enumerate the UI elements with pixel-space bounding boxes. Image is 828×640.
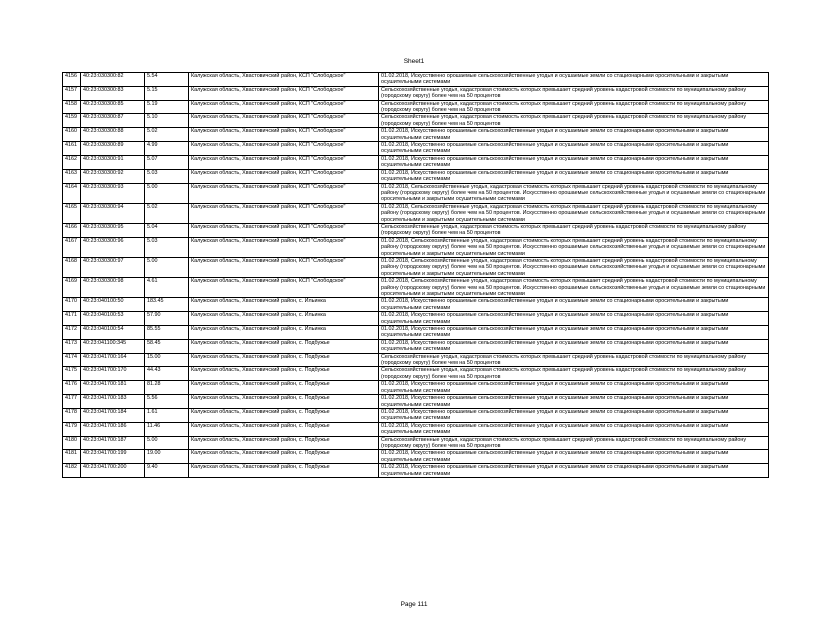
area-cell: 5.03 bbox=[145, 169, 189, 183]
cadastral-number-cell: 40:23:030300:98 bbox=[81, 278, 145, 298]
description-cell: 01.02.2018, Искусственно орошаемые сельскохозяйственные угодья и осушаемые земли со стационарными оросительными и закрытыми осушительными системами bbox=[379, 326, 769, 340]
cadastral-number-cell: 40:23:030300:93 bbox=[81, 183, 145, 203]
table-row bbox=[63, 450, 769, 464]
table-row bbox=[63, 169, 769, 183]
row-number-cell: 4182 bbox=[63, 464, 81, 478]
cadastral-number-cell: 40:23:030300:82 bbox=[81, 73, 145, 87]
table-row bbox=[63, 203, 769, 223]
description-cell: Сельскохозяйственные угодья, кадастровая стоимость которых превышает средний уровень кадастровой стоимости по муниципальному району (городскому округу) более чем на 50 процентов bbox=[379, 353, 769, 367]
cadastral-number-cell: 40:23:041700:183 bbox=[81, 395, 145, 409]
description-cell: 01.02.2018, Сельскохозяйственные угодья, кадастровая стоимость которых превышает средний уровень кадастровой стоимости по муниципальному району (городскому округу) более чем на 50 процентов. Искусственно орошаемые сельскохозяйственные угодья и осушаемые земли со стационарными оросительными и закрытыми осушительными системами bbox=[379, 257, 769, 277]
address-cell: Калужская область, Хвастовичский район, КСП "Слободское" bbox=[189, 257, 379, 277]
table-row bbox=[63, 142, 769, 156]
area-cell: 5.03 bbox=[145, 237, 189, 257]
cadastral-number-cell: 40:23:041700:164 bbox=[81, 353, 145, 367]
table-row bbox=[63, 312, 769, 326]
cadastral-number-cell: 40:23:030300:89 bbox=[81, 142, 145, 156]
row-number-cell: 4174 bbox=[63, 353, 81, 367]
row-number-cell: 4161 bbox=[63, 142, 81, 156]
row-number-cell: 4166 bbox=[63, 223, 81, 237]
row-number-cell: 4175 bbox=[63, 367, 81, 381]
cadastral-number-cell: 40:23:041700:181 bbox=[81, 381, 145, 395]
area-cell: 5.02 bbox=[145, 128, 189, 142]
table-row bbox=[63, 464, 769, 478]
table-row bbox=[63, 353, 769, 367]
description-cell: 01.02.2018, Искусственно орошаемые сельскохозяйственные угодья и осушаемые земли со стационарными оросительными и закрытыми осушительными системами bbox=[379, 339, 769, 353]
area-cell: 5.00 bbox=[145, 436, 189, 450]
cadastral-number-cell: 40:23:030300:91 bbox=[81, 155, 145, 169]
area-cell: 5.04 bbox=[145, 223, 189, 237]
row-number-cell: 4158 bbox=[63, 100, 81, 114]
table-row bbox=[63, 367, 769, 381]
area-cell: 44.43 bbox=[145, 367, 189, 381]
area-cell: 5.07 bbox=[145, 155, 189, 169]
address-cell: Калужская область, Хвастовичский район, КСП "Слободское" bbox=[189, 223, 379, 237]
area-cell: 58.45 bbox=[145, 339, 189, 353]
table-row bbox=[63, 422, 769, 436]
cadastral-number-cell: 40:23:030300:88 bbox=[81, 128, 145, 142]
cadastral-number-cell: 40:23:030300:94 bbox=[81, 203, 145, 223]
table-row bbox=[63, 257, 769, 277]
cadastral-number-cell: 40:23:030300:96 bbox=[81, 237, 145, 257]
row-number-cell: 4160 bbox=[63, 128, 81, 142]
table-body bbox=[63, 73, 769, 478]
cadastral-number-cell: 40:23:030300:83 bbox=[81, 86, 145, 100]
table-row bbox=[63, 436, 769, 450]
description-cell: 01.02.2018, Искусственно орошаемые сельскохозяйственные угодья и осушаемые земли со стационарными оросительными и закрытыми осушительными системами bbox=[379, 422, 769, 436]
land-parcel-table bbox=[62, 72, 769, 478]
address-cell: Калужская область, Хвастовичский район, КСП "Слободское" bbox=[189, 155, 379, 169]
row-number-cell: 4167 bbox=[63, 237, 81, 257]
area-cell: 4.61 bbox=[145, 278, 189, 298]
table-row bbox=[63, 395, 769, 409]
row-number-cell: 4157 bbox=[63, 86, 81, 100]
address-cell: Калужская область, Хвастовичский район, КСП "Слободское" bbox=[189, 203, 379, 223]
row-number-cell: 4159 bbox=[63, 114, 81, 128]
cadastral-number-cell: 40:23:040100:54 bbox=[81, 326, 145, 340]
cadastral-number-cell: 40:23:041100:345 bbox=[81, 339, 145, 353]
cadastral-number-cell: 40:23:030300:87 bbox=[81, 114, 145, 128]
cadastral-number-cell: 40:23:040100:50 bbox=[81, 298, 145, 312]
cadastral-number-cell: 40:23:030300:95 bbox=[81, 223, 145, 237]
area-cell: 9.40 bbox=[145, 464, 189, 478]
row-number-cell: 4164 bbox=[63, 183, 81, 203]
description-cell: 01.02.2018, Сельскохозяйственные угодья, кадастровая стоимость которых превышает средний уровень кадастровой стоимости по муниципальному району (городскому округу) более чем на 50 процентов. Искусственно орошаемые сельскохозяйственные угодья и осушаемые земли со стационарными оросительными и закрытыми осушительными системами bbox=[379, 278, 769, 298]
description-cell: 01.02.2018, Искусственно орошаемые сельскохозяйственные угодья и осушаемые земли со стационарными оросительными и закрытыми осушительными системами bbox=[379, 298, 769, 312]
area-cell: 5.54 bbox=[145, 73, 189, 87]
table-row bbox=[63, 326, 769, 340]
address-cell: Калужская область, Хвастовичский район, КСП "Слободское" bbox=[189, 237, 379, 257]
description-cell: 01.02.2018, Сельскохозяйственные угодья, кадастровая стоимость которых превышает средний уровень кадастровой стоимости по муниципальному району (городскому округу) более чем на 50 процентов. Искусственно орошаемые сельскохозяйственные угодья и осушаемые земли со стационарными оросительными и закрытыми осушительными системами bbox=[379, 203, 769, 223]
table-row bbox=[63, 114, 769, 128]
table-row bbox=[63, 223, 769, 237]
cadastral-number-cell: 40:23:041700:199 bbox=[81, 450, 145, 464]
address-cell: Калужская область, Хвастовичский район, КСП "Слободское" bbox=[189, 100, 379, 114]
row-number-cell: 4171 bbox=[63, 312, 81, 326]
table-row bbox=[63, 155, 769, 169]
address-cell: Калужская область, Хвастовичский район, КСП "Слободское" bbox=[189, 128, 379, 142]
row-number-cell: 4170 bbox=[63, 298, 81, 312]
address-cell: Калужская область, Хвастовичский район, КСП "Слободское" bbox=[189, 142, 379, 156]
table-row bbox=[63, 183, 769, 203]
row-number-cell: 4169 bbox=[63, 278, 81, 298]
table-row bbox=[63, 278, 769, 298]
address-cell: Калужская область, Хвастовичский район, с. Ильинка bbox=[189, 312, 379, 326]
table-row bbox=[63, 408, 769, 422]
table-row bbox=[63, 237, 769, 257]
address-cell: Калужская область, Хвастовичский район, с. Подбужье bbox=[189, 381, 379, 395]
description-cell: 01.02.2018, Искусственно орошаемые сельскохозяйственные угодья и осушаемые земли со стационарными оросительными и закрытыми осушительными системами bbox=[379, 128, 769, 142]
area-cell: 4.99 bbox=[145, 142, 189, 156]
address-cell: Калужская область, Хвастовичский район, КСП "Слободское" bbox=[189, 86, 379, 100]
area-cell: 85.55 bbox=[145, 326, 189, 340]
address-cell: Калужская область, Хвастовичский район, с. Подбужье bbox=[189, 353, 379, 367]
area-cell: 19.00 bbox=[145, 450, 189, 464]
row-number-cell: 4180 bbox=[63, 436, 81, 450]
area-cell: 15.00 bbox=[145, 353, 189, 367]
area-cell: 81.28 bbox=[145, 381, 189, 395]
description-cell: 01.02.2018, Искусственно орошаемые сельскохозяйственные угодья и осушаемые земли со стационарными оросительными и закрытыми осушительными системами bbox=[379, 312, 769, 326]
address-cell: Калужская область, Хвастовичский район, с. Подбужье bbox=[189, 408, 379, 422]
description-cell: 01.02.2018, Искусственно орошаемые сельскохозяйственные угодья и осушаемые земли со стационарными оросительными и закрытыми осушительными системами bbox=[379, 395, 769, 409]
description-cell: Сельскохозяйственные угодья, кадастровая стоимость которых превышает средний уровень кадастровой стоимости по муниципальному району (городскому округу) более чем на 50 процентов bbox=[379, 114, 769, 128]
row-number-cell: 4178 bbox=[63, 408, 81, 422]
address-cell: Калужская область, Хвастовичский район, с. Ильинка bbox=[189, 298, 379, 312]
address-cell: Калужская область, Хвастовичский район, с. Подбужье bbox=[189, 464, 379, 478]
row-number-cell: 4165 bbox=[63, 203, 81, 223]
description-cell: Сельскохозяйственные угодья, кадастровая стоимость которых превышает средний уровень кадастровой стоимости по муниципальному району (городскому округу) более чем на 50 процентов bbox=[379, 367, 769, 381]
area-cell: 5.19 bbox=[145, 100, 189, 114]
row-number-cell: 4179 bbox=[63, 422, 81, 436]
description-cell: 01.02.2018, Искусственно орошаемые сельскохозяйственные угодья и осушаемые земли со стационарными оросительными и закрытыми осушительными системами bbox=[379, 155, 769, 169]
description-cell: 01.02.2018, Сельскохозяйственные угодья, кадастровая стоимость которых превышает средний уровень кадастровой стоимости по муниципальному району (городскому округу) более чем на 50 процентов. Искусственно орошаемые сельскохозяйственные угодья и осушаемые земли со стационарными оросительными и закрытыми осушительными системами bbox=[379, 237, 769, 257]
address-cell: Калужская область, Хвастовичский район, КСП "Слободское" bbox=[189, 114, 379, 128]
description-cell: 01.02.2018, Искусственно орошаемые сельскохозяйственные угодья и осушаемые земли со стационарными оросительными и закрытыми осушительными системами bbox=[379, 169, 769, 183]
area-cell: 57.90 bbox=[145, 312, 189, 326]
table-row bbox=[63, 298, 769, 312]
row-number-cell: 4172 bbox=[63, 326, 81, 340]
address-cell: Калужская область, Хвастовичский район, с. Подбужье bbox=[189, 395, 379, 409]
description-cell: 01.02.2018, Искусственно орошаемые сельскохозяйственные угодья и осушаемые земли со стационарными оросительными и закрытыми осушительными системами bbox=[379, 381, 769, 395]
row-number-cell: 4173 bbox=[63, 339, 81, 353]
table-row bbox=[63, 86, 769, 100]
description-cell: 01.02.2018, Сельскохозяйственные угодья, кадастровая стоимость которых превышает средний уровень кадастровой стоимости по муниципальному району (городскому округу) более чем на 50 процентов. Искусственно орошаемые сельскохозяйственные угодья и осушаемые земли со стационарными оросительными и закрытыми осушительными системами bbox=[379, 183, 769, 203]
sheet-title: Sheet1 bbox=[403, 58, 425, 65]
area-cell: 11.46 bbox=[145, 422, 189, 436]
cadastral-number-cell: 40:23:041700:200 bbox=[81, 464, 145, 478]
address-cell: Калужская область, Хвастовичский район, с. Подбужье bbox=[189, 422, 379, 436]
area-cell: 5.00 bbox=[145, 257, 189, 277]
address-cell: Калужская область, Хвастовичский район, КСП "Слободское" bbox=[189, 183, 379, 203]
description-cell: 01.02.2018, Искусственно орошаемые сельскохозяйственные угодья и осушаемые земли со стационарными оросительными и закрытыми осушительными системами bbox=[379, 464, 769, 478]
row-number-cell: 4156 bbox=[63, 73, 81, 87]
description-cell: 01.02.2018, Искусственно орошаемые сельскохозяйственные угодья и осушаемые земли со стационарными оросительными и закрытыми осушительными системами bbox=[379, 73, 769, 87]
area-cell: 5.15 bbox=[145, 86, 189, 100]
area-cell: 5.00 bbox=[145, 183, 189, 203]
description-cell: 01.02.2018, Искусственно орошаемые сельскохозяйственные угодья и осушаемые земли со стационарными оросительными и закрытыми осушительными системами bbox=[379, 142, 769, 156]
area-cell: 5.02 bbox=[145, 203, 189, 223]
table-row bbox=[63, 381, 769, 395]
description-cell: 01.02.2018, Искусственно орошаемые сельскохозяйственные угодья и осушаемые земли со стационарными оросительными и закрытыми осушительными системами bbox=[379, 408, 769, 422]
cadastral-number-cell: 40:23:041700:170 bbox=[81, 367, 145, 381]
address-cell: Калужская область, Хвастовичский район, с. Подбужье bbox=[189, 367, 379, 381]
row-number-cell: 4181 bbox=[63, 450, 81, 464]
description-cell: 01.02.2018, Искусственно орошаемые сельскохозяйственные угодья и осушаемые земли со стационарными оросительными и закрытыми осушительными системами bbox=[379, 450, 769, 464]
description-cell: Сельскохозяйственные угодья, кадастровая стоимость которых превышает средний уровень кадастровой стоимости по муниципальному району (городскому округу) более чем на 50 процентов bbox=[379, 436, 769, 450]
cadastral-number-cell: 40:23:041700:186 bbox=[81, 422, 145, 436]
table-row bbox=[63, 73, 769, 87]
address-cell: Калужская область, Хвастовичский район, с. Подбужье bbox=[189, 450, 379, 464]
table-row bbox=[63, 100, 769, 114]
address-cell: Калужская область, Хвастовичский район, КСП "Слободское" bbox=[189, 278, 379, 298]
row-number-cell: 4163 bbox=[63, 169, 81, 183]
row-number-cell: 4168 bbox=[63, 257, 81, 277]
description-cell: Сельскохозяйственные угодья, кадастровая стоимость которых превышает средний уровень кадастровой стоимости по муниципальному району (городскому округу) более чем на 50 процентов bbox=[379, 100, 769, 114]
address-cell: Калужская область, Хвастовичский район, с. Подбужье bbox=[189, 339, 379, 353]
address-cell: Калужская область, Хвастовичский район, КСП "Слободское" bbox=[189, 169, 379, 183]
table-row bbox=[63, 128, 769, 142]
cadastral-number-cell: 40:23:030300:85 bbox=[81, 100, 145, 114]
area-cell: 5.56 bbox=[145, 395, 189, 409]
cadastral-number-cell: 40:23:041700:184 bbox=[81, 408, 145, 422]
cadastral-number-cell: 40:23:030300:97 bbox=[81, 257, 145, 277]
description-cell: Сельскохозяйственные угодья, кадастровая стоимость которых превышает средний уровень кадастровой стоимости по муниципальному району (городскому округу) более чем на 50 процентов bbox=[379, 86, 769, 100]
row-number-cell: 4176 bbox=[63, 381, 81, 395]
area-cell: 1.61 bbox=[145, 408, 189, 422]
description-cell: Сельскохозяйственные угодья, кадастровая стоимость которых превышает средний уровень кадастровой стоимости по муниципальному району (городскому округу) более чем на 50 процентов bbox=[379, 223, 769, 237]
address-cell: Калужская область, Хвастовичский район, КСП "Слободское" bbox=[189, 73, 379, 87]
address-cell: Калужская область, Хвастовичский район, с. Подбужье bbox=[189, 436, 379, 450]
cadastral-number-cell: 40:23:041700:187 bbox=[81, 436, 145, 450]
cadastral-number-cell: 40:23:040100:53 bbox=[81, 312, 145, 326]
cadastral-number-cell: 40:23:030300:92 bbox=[81, 169, 145, 183]
table-row bbox=[63, 339, 769, 353]
area-cell: 183.45 bbox=[145, 298, 189, 312]
row-number-cell: 4162 bbox=[63, 155, 81, 169]
row-number-cell: 4177 bbox=[63, 395, 81, 409]
area-cell: 5.10 bbox=[145, 114, 189, 128]
address-cell: Калужская область, Хвастовичский район, с. Ильинка bbox=[189, 326, 379, 340]
page-number: Page 111 bbox=[400, 601, 428, 608]
